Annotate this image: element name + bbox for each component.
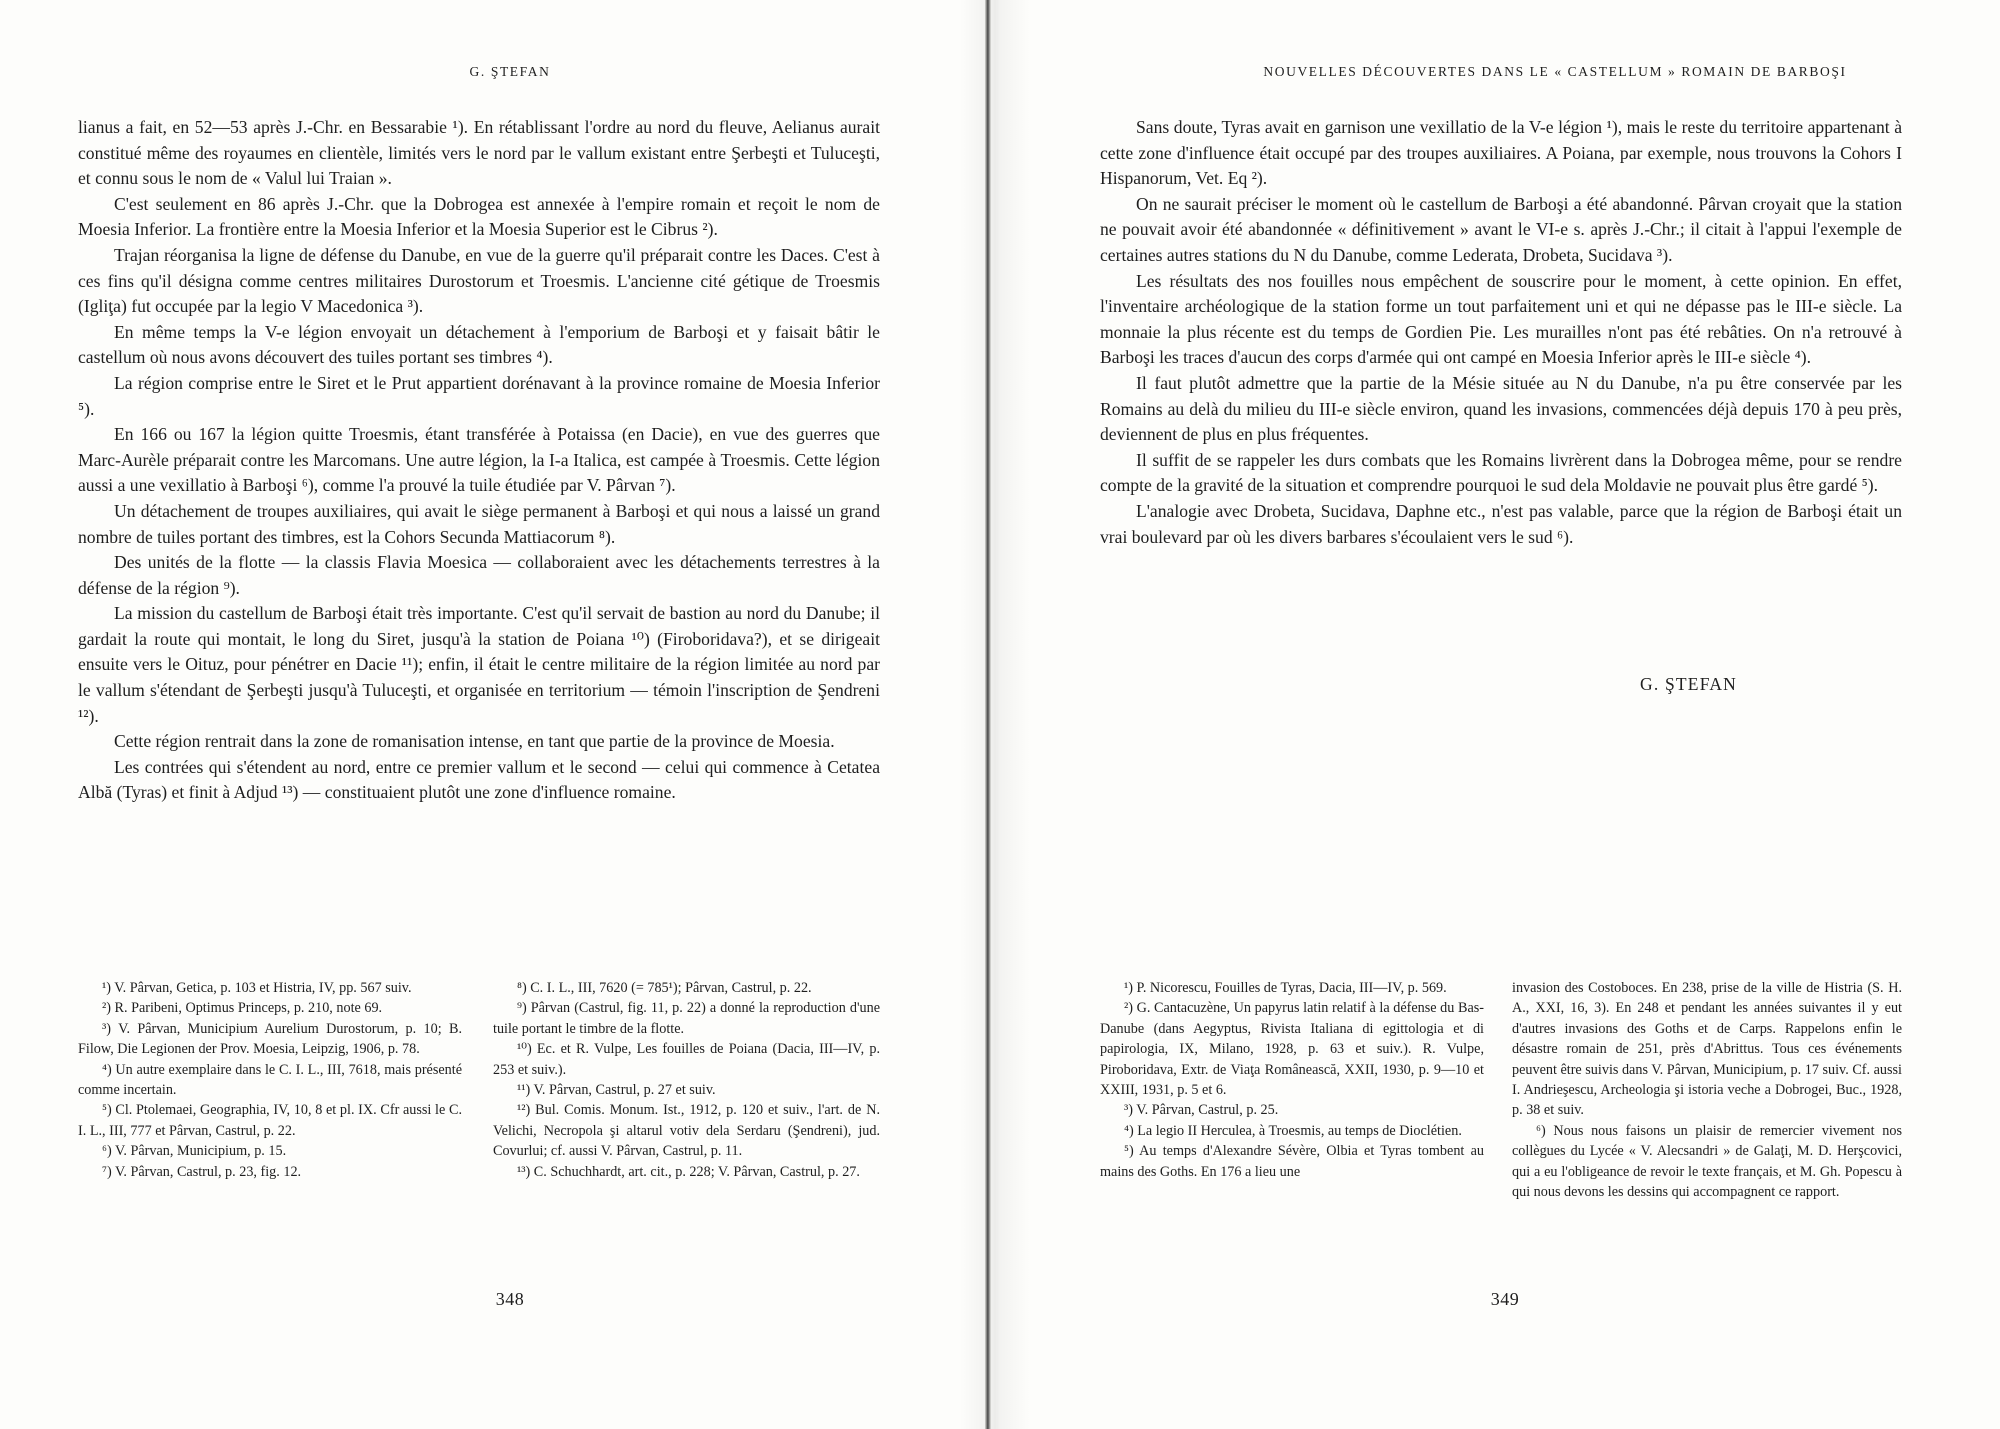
paragraph: Les résultats des nos fouilles nous empêchent de souscrire pour le moment, à cette opinion. En effet, l'inventaire archéologique de la station forme un tout parfaitement uni et qui ne dépasse pas le III-e siècle. La monnaie la plus récente est du temps de Gordien Pie. Les murailles n'ont pas été rebâties. On n'a retrouvé à Barboşi les traces d'aucun des corps d'armée qui ont campé en Moesia Inferior après le III-e siècle ⁴). — [1100, 270, 1902, 368]
paragraph: Il suffit de se rappeler les durs combats que les Romains livrèrent dans la Dobrogea même, pour se rendre compte de la gravité de la situation et comprendre pourquoi le sud dela Moldavie ne pouvait plus être gardé ⁵). — [1100, 449, 1902, 496]
footnote: ⁸) C. I. L., III, 7620 (= 785¹); Pârvan, Castrul, p. 22. — [517, 980, 812, 996]
paragraph: En 166 ou 167 la légion quitte Troesmis, étant transférée à Potaissa (en Dacie), en vue des guerres que Marc-Aurèle préparait contre les Marcomans. Une autre légion, la I-a Italica, est campée à Troesmis. Cette légion aussi a une vexillatio à Barboşi ⁶), comme l'a prouvé la tuile étudiée par V. Pârvan ⁷). — [78, 424, 880, 496]
paragraph: On ne saurait préciser le moment où le castellum de Barboşi a été abandonné. Pârvan croyait que la station ne pouvait avoir été abandonnée « définitivement » avant le VI-e s. après J.-Chr.; il citait à l'appui l'exemple de certaines autres stations du N du Danube, comme Lederata, Drobeta, Sucidava ³). — [1100, 193, 1902, 265]
paragraph: Trajan réorganisa la ligne de défense du Danube, en vue de la guerre qu'il préparait contre les Daces. C'est à ces fins qu'il désigna comme centres militaires Durostorum et Troesmis. L'ancienne cité gétique de Troesmis (Igliţa) fut occupée par la legio V Macedonica ³). — [78, 244, 880, 317]
footnote: ⁶) V. Pârvan, Municipium, p. 15. — [102, 1143, 287, 1160]
footnote: ¹) V. Pârvan, Getica, p. 103 et Histria, IV, pp. 567 suiv. — [102, 980, 412, 996]
footnote-continuation: invasion des Costoboces. En 238, prise de la ville de Histria (S. H. A., XXI, 16, 3). En 248 et pendant les années suivantes il y eut d'autres invasions des Goths et de Carps. Rappelons enfin le désastre romain de 251, près d'Abrittus. Tous ces événements peuvent être suivis dans V. Pârvan, Municipium, p. 17 suiv. Cf. aussi I. Andrieşescu, Archeologia şi istoria veche a Dobrogei, Buc., 1928, p. 38 et suiv. — [1512, 980, 1902, 1119]
footnote: ¹³) C. Schuchhardt, art. cit., p. 228; V. Pârvan, Castrul, p. 27. — [517, 1163, 860, 1180]
page-number-right: 349 — [1490, 1289, 1520, 1309]
paragraph: Les contrées qui s'étendent au nord, entre ce premier vallum et le second — celui qui commence à Cetatea Albă (Tyras) et finit à Adjud ¹³) — constituaient plutôt une zone d'influence romaine. — [78, 756, 880, 803]
page-number-left: 348 — [495, 1289, 525, 1309]
footnote: ³) V. Pârvan, Municipium Aurelium Durostorum, p. 10; B. Filow, Die Legionen der Prov. Moesia, Leipzig, 1906, p. 78. — [78, 1020, 462, 1058]
footnote: ⁶) Nous nous faisons un plaisir de remercier vivement nos collègues du Lycée « V. Alecsandri » de Galaţi, M. D. Herşcovici, qui a eu l'obligeance de revoir le texte français, et M. Gh. Popescu à qui nous devons les dessins qui accompagnent ce rapport. — [1512, 1122, 1902, 1201]
right-body-text — [1100, 115, 1902, 550]
paragraph: Un détachement de troupes auxiliaires, qui avait le siège permanent à Barboşi et qui nous a laissé un grand nombre de tuiles portant des timbres, est la Cohors Secunda Mattiacorum ⁸). — [78, 500, 880, 547]
footnote: ⁵) Au temps d'Alexandre Sévère, Olbia et Tyras tombent au mains des Goths. En 176 a lieu une — [1100, 1143, 1484, 1180]
paragraph: En même temps la V-e légion envoyait un détachement à l'emporium de Barboşi et y faisait bâtir le castellum où nous avons découvert des tuiles portant ses timbres ⁴). — [78, 321, 880, 368]
footnote: ¹¹) V. Pârvan, Castrul, p. 27 et suiv. — [517, 1082, 716, 1099]
running-head-right: NOUVELLES DÉCOUVERTES DANS LE « CASTELLUM » ROMAIN DE BARBOŞI — [1263, 64, 1847, 79]
footnote: ¹⁰) Ec. et R. Vulpe, Les fouilles de Poiana (Dacia, III—IV, p. 253 et suiv.). — [493, 1041, 880, 1078]
footnotes-right-column-2 — [1512, 978, 1902, 1202]
right-page — [1000, 0, 2000, 1429]
running-head-left: G. ŞTEFAN — [469, 64, 551, 79]
footnote: ¹) P. Nicorescu, Fouilles de Tyras, Dacia, III—IV, p. 569. — [1124, 980, 1447, 996]
footnote: ²) G. Cantacuzène, Un papyrus latin relatif à la défense du Bas-Danube (dans Aegyptus, Rivista Italiana di egittologia et di papirologia, IX, Milano, 1928, p. 63 et suiv.). R. Vulpe, Piroboridava, Extr. de Viaţa Românească, XXII, 1930, p. 9—10 et XXIII, 1931, p. 5 et 6. — [1100, 1000, 1484, 1099]
book-gutter — [985, 0, 991, 1429]
paragraph: lianus a fait, en 52—53 après J.-Chr. en Bessarabie ¹). En rétablissant l'ordre au nord du fleuve, Aelianus aurait constitué même des royaumes en clientèle, limités vers le nord par le vallum existant entre Şerbeşti et Tuluceşti, et connu sous le nom de « Valul lui Traian ». — [78, 117, 880, 189]
paragraph: Il faut plutôt admettre que la partie de la Mésie située au N du Danube, n'a pu être conservée par les Romains au delà du milieu du III-e siècle environ, quand les invasions, commencées déjà depuis 170 à peu près, deviennent de plus en plus fréquentes. — [1100, 372, 1902, 445]
footnotes-left-column-1 — [78, 978, 462, 1182]
footnote: ⁷) V. Pârvan, Castrul, p. 23, fig. 12. — [102, 1163, 302, 1180]
footnote: ⁵) Cl. Ptolemaei, Geographia, IV, 10, 8 et pl. IX. Cfr aussi le C. I. L., III, 777 et Pârvan, Castrul, p. 22. — [78, 1102, 462, 1139]
author-signature: G. ŞTEFAN — [1640, 674, 1738, 694]
paragraph: C'est seulement en 86 après J.-Chr. que la Dobrogea est annexée à l'empire romain et reçoit le nom de Moesia Inferior. La frontière entre la Moesia Inferior et la Moesia Superior est le Cibrus ²). — [78, 193, 880, 240]
footnote: ¹²) Bul. Comis. Monum. Ist., 1912, p. 120 et suiv., l'art. de N. Velichi, Necropola şi altarul votiv dela Serdaru (Şendreni), jud. Covurlui; cf. aussi V. Pârvan, Castrul, p. 11. — [493, 1102, 880, 1160]
footnotes-left-column-2 — [493, 978, 880, 1182]
left-body-text — [78, 115, 880, 806]
footnote: ⁹) Pârvan (Castrul, fig. 11, p. 22) a donné la reproduction d'une tuile portant le timbre de la flotte. — [493, 1000, 880, 1037]
paragraph: Des unités de la flotte — la classis Flavia Moesica — collaboraient avec les détachements terrestres à la défense de la région ⁹). — [78, 552, 880, 598]
footnotes-right-column-1 — [1100, 978, 1484, 1182]
paragraph: La mission du castellum de Barboşi était très importante. C'est qu'il servait de bastion au nord du Danube; il gardait la route qui montait, le long du Siret, jusqu'à la station de Poiana ¹⁰) (Firoboridava?), et se dirigeait ensuite vers le Oituz, pour pénétrer en Dacie ¹¹); enfin, il était le centre militaire de la région limitée au nord par le vallum s'étendant de Şerbeşti jusqu'à Tuluceşti, et organisée en territorium — témoin l'inscription de Şendreni ¹²). — [78, 603, 880, 726]
footnote: ⁴) La legio II Herculea, à Troesmis, au temps de Dioclétien. — [1124, 1122, 1462, 1139]
footnote: ⁴) Un autre exemplaire dans le C. I. L., III, 7618, mais présenté comme incertain. — [78, 1061, 462, 1099]
paragraph: Sans doute, Tyras avait en garnison une vexillatio de la V-e légion ¹), mais le reste du territoire appartenant à cette zone d'influence était occupé par des troupes auxiliaires. A Poiana, par exemple, nous trouvons la Cohors I Hispanorum, Vet. Eq ²). — [1100, 117, 1902, 189]
paragraph: La région comprise entre le Siret et le Prut appartient dorénavant à la province romaine de Moesia Inferior ⁵). — [78, 372, 880, 419]
paragraph: L'analogie avec Drobeta, Sucidava, Daphne etc., n'est pas valable, parce que la région de Barboşi était un vrai boulevard par où les divers barbares s'écoulaient vers le sud ⁶). — [1100, 500, 1902, 547]
paragraph: Cette région rentrait dans la zone de romanisation intense, en tant que partie de la province de Moesia. — [114, 731, 835, 752]
footnote: ²) R. Paribeni, Optimus Princeps, p. 210, note 69. — [102, 1000, 383, 1017]
footnote: ³) V. Pârvan, Castrul, p. 25. — [1124, 1102, 1279, 1119]
